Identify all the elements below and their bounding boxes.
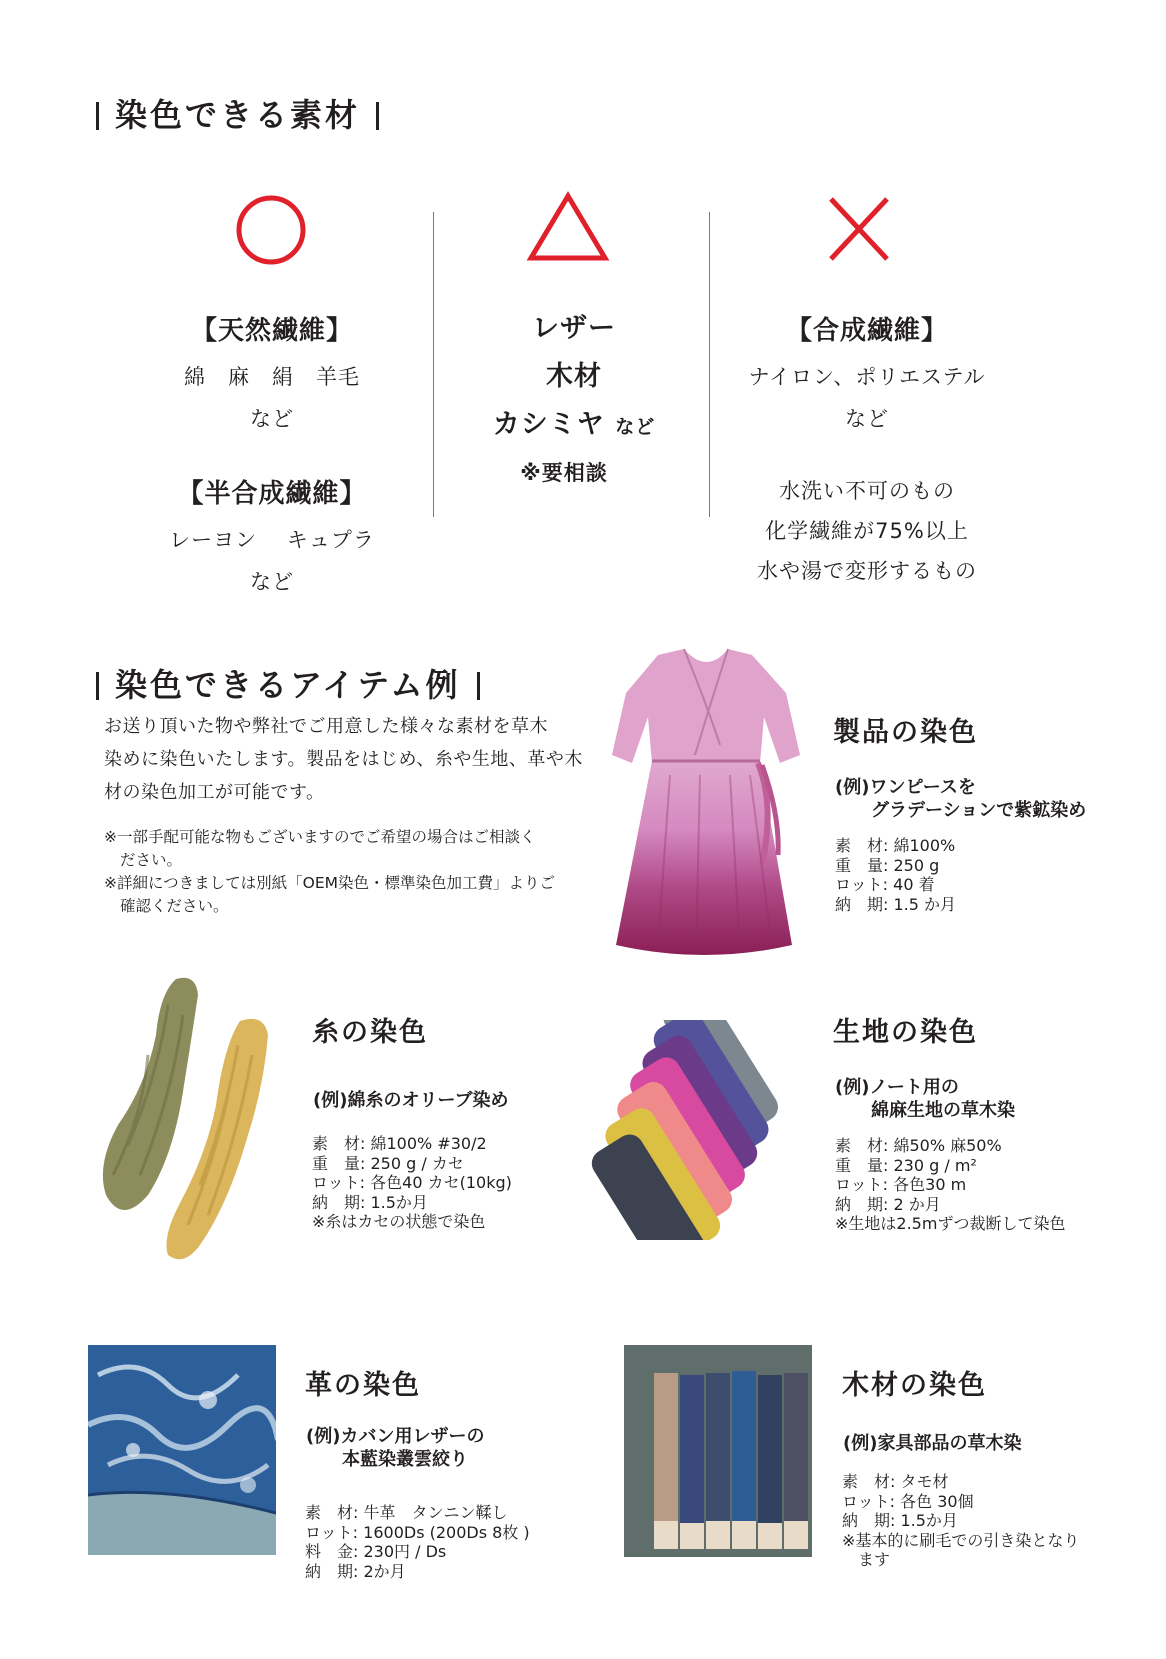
spec-line: 重 量: 250 g / カセ [312, 1153, 464, 1173]
notes [104, 826, 584, 918]
synthetic-fiber-heading: 【合成繊維】 [785, 316, 948, 346]
column-ok [132, 310, 412, 596]
spec-line: 素 材: 綿50% 麻50% [835, 1136, 1002, 1155]
yarn-dyeing-title: 糸の染色 [312, 1017, 428, 1048]
spec-line: 素 材: 牛革 タンニン鞣し [305, 1503, 508, 1522]
wood-dyeing-title: 木材の染色 [842, 1370, 987, 1401]
section-title-text: 染色できるアイテム例 [115, 666, 461, 704]
synthetic-fiber-list: ナイロン、ポリエステル [748, 365, 986, 389]
yarn-photo [88, 975, 288, 1270]
consult-note: ※要相談 [520, 461, 608, 485]
circle-symbol-icon [234, 193, 308, 267]
column-consult [474, 305, 674, 487]
cashmere-label: カシミヤ [492, 409, 605, 440]
fabric-example [835, 1076, 1015, 1122]
wood-example [843, 1432, 1021, 1455]
wood-photo [624, 1345, 812, 1557]
spec-line: ロット: 1600Ds (200Ds 8枚 ) [305, 1522, 530, 1542]
spec-line: 素 材: タモ材 [842, 1472, 949, 1491]
section-title-materials [96, 90, 379, 136]
dress-photo [600, 645, 815, 965]
yarn-example [313, 1089, 509, 1112]
ng-condition-3: 水や湯で変形するもの [757, 559, 977, 583]
note-line: ※一部手配可能な物もございますのでご希望の場合はご相談く [104, 828, 536, 846]
leather-photo [88, 1345, 276, 1555]
intro-line: 材の染色加工が可能です。 [104, 782, 325, 803]
example-line: グラデーションで紫鉱染め [871, 800, 1087, 821]
intro-line: お送り頂いた物や弊社でご用意した様々な素材を草木 [104, 716, 548, 737]
natural-fiber-heading: 【天然繊維】 [190, 316, 353, 346]
spec-line: ロット: 各色30 m [835, 1175, 967, 1194]
example-line: (例)ノート用の [835, 1077, 959, 1098]
title-bar-left [96, 102, 99, 130]
fabric-specs [835, 1136, 1065, 1234]
example-line: 本藍染叢雲絞り [342, 1449, 468, 1470]
cashmere-etc: など [615, 416, 656, 438]
title-bar-right [376, 102, 379, 130]
semi-synthetic-list: レーヨン キュプラ [169, 528, 375, 552]
example-line: (例)カバン用レザーの [306, 1426, 485, 1447]
spec-line: 納 期: 2 か月 [835, 1194, 941, 1214]
yarn-specs [312, 1134, 512, 1232]
intro-paragraph [104, 710, 584, 809]
column-divider-left [433, 212, 434, 517]
leather-specs [305, 1503, 530, 1581]
ng-condition-2: 化学繊維が75%以上 [765, 519, 969, 543]
spec-line: 料 金: 230円 / Ds [305, 1542, 447, 1561]
triangle-symbol-icon [526, 190, 610, 264]
note-line: ※詳細につきましては別紙「OEM染色・標準染色加工費」よりご [104, 874, 556, 892]
title-bar-right [477, 672, 480, 700]
spec-line: 納 期: 1.5か月 [312, 1192, 428, 1212]
section-title-items [96, 660, 480, 706]
wood-label: 木材 [546, 361, 602, 392]
spec-line: 納 期: 1.5 か月 [835, 894, 957, 914]
spec-line: ロット: 40 着 [835, 875, 935, 894]
leather-example [306, 1425, 484, 1471]
title-bar-left [96, 672, 99, 700]
example-line: 綿麻生地の草木染 [871, 1100, 1015, 1121]
wood-specs [842, 1472, 1079, 1570]
synthetic-fiber-etc: など [845, 407, 889, 431]
product-example [835, 776, 1086, 822]
section-title-text: 染色できる素材 [115, 96, 361, 134]
product-specs [835, 836, 956, 914]
spec-line: 重 量: 250 g [835, 855, 940, 875]
spec-line: ロット: 各色 30個 [842, 1491, 974, 1511]
spec-line: ロット: 各色40 カセ(10kg) [312, 1173, 512, 1192]
fabric-dyeing-title: 生地の染色 [833, 1017, 978, 1048]
note-line: ださい。 [120, 851, 183, 869]
semi-synthetic-heading: 【半合成繊維】 [177, 479, 367, 509]
note-line: 確認ください。 [120, 897, 229, 915]
cashmere-row [474, 401, 674, 451]
leather-label: レザー [532, 313, 616, 344]
product-dyeing-title: 製品の染色 [833, 717, 978, 748]
spec-line: ※糸はカセの状態で染色 [312, 1212, 486, 1231]
example-line: (例)家具部品の草木染 [843, 1433, 1022, 1454]
spec-line: ます [858, 1550, 891, 1569]
column-divider-right [709, 212, 710, 517]
spec-line: 納 期: 2か月 [305, 1561, 406, 1581]
natural-fiber-etc: など [250, 407, 294, 431]
spec-line: 重 量: 230 g / m² [835, 1155, 977, 1175]
example-line: (例)綿糸のオリーブ染め [313, 1090, 509, 1111]
example-line: (例)ワンピースを [835, 777, 976, 798]
spec-line: 素 材: 綿100% #30/2 [312, 1134, 487, 1153]
ng-condition-1: 水洗い不可のもの [779, 479, 955, 503]
fabric-photo [580, 1020, 815, 1240]
leather-dyeing-title: 革の染色 [305, 1370, 421, 1401]
intro-line: 染めに染色いたします。製品をはじめ、糸や生地、革や木 [104, 749, 583, 770]
cross-symbol-icon [826, 193, 892, 265]
spec-line: ※基本的に刷毛での引き染となり [842, 1530, 1080, 1550]
spec-line: 納 期: 1.5か月 [842, 1511, 958, 1530]
spec-line: ※生地は2.5mずつ裁断して染色 [835, 1214, 1066, 1233]
spec-line: 素 材: 綿100% [835, 836, 956, 855]
natural-fiber-list: 綿 麻 絹 羊毛 [184, 365, 360, 389]
column-ng [732, 310, 1002, 585]
semi-synthetic-etc: など [250, 570, 294, 594]
